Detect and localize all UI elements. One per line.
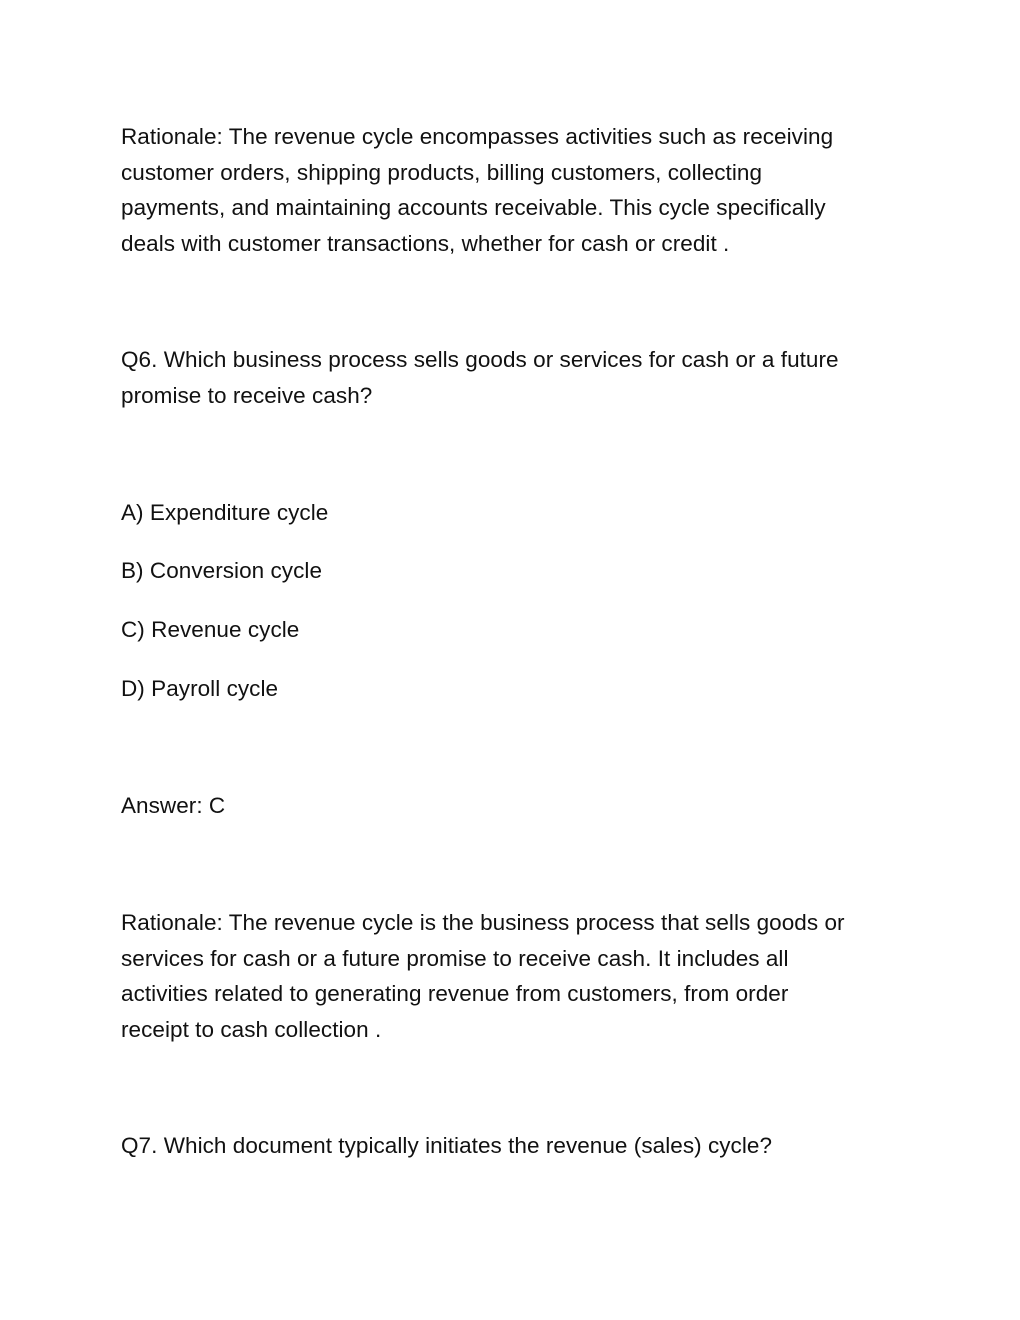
- text-line: services for cash or a future promise to receive cash. It includes all: [121, 945, 789, 971]
- text-line: receipt to cash collection .: [121, 1016, 382, 1042]
- rationale-paragraph: [121, 119, 911, 261]
- text-line: customer orders, shipping products, billing customers, collecting: [121, 159, 763, 185]
- text-line: Rationale: The revenue cycle is the business process that sells goods or: [121, 910, 845, 935]
- text-line: Rationale: The revenue cycle encompasses activities such as receiving: [121, 124, 834, 149]
- answer-key: Answer: C: [121, 793, 226, 818]
- rationale-paragraph: [121, 905, 911, 1047]
- answer-option-d: D) Payroll cycle: [121, 676, 279, 701]
- question-q7: Q7. Which document typically initiates the revenue (sales) cycle?: [121, 1133, 773, 1158]
- text-line: promise to receive cash?: [121, 382, 373, 408]
- question-q6: [121, 342, 911, 413]
- text-line: Q6. Which business process sells goods or services for cash or a future: [121, 347, 839, 372]
- answer-option-a: A) Expenditure cycle: [121, 500, 329, 525]
- text-line: payments, and maintaining accounts receivable. This cycle specifically: [121, 195, 826, 220]
- text-line: activities related to generating revenue from customers, from order: [121, 981, 789, 1006]
- answer-option-c: C) Revenue cycle: [121, 617, 300, 642]
- text-line: deals with customer transactions, whether for cash or credit .: [121, 230, 730, 256]
- answer-option-b: B) Conversion cycle: [121, 558, 323, 583]
